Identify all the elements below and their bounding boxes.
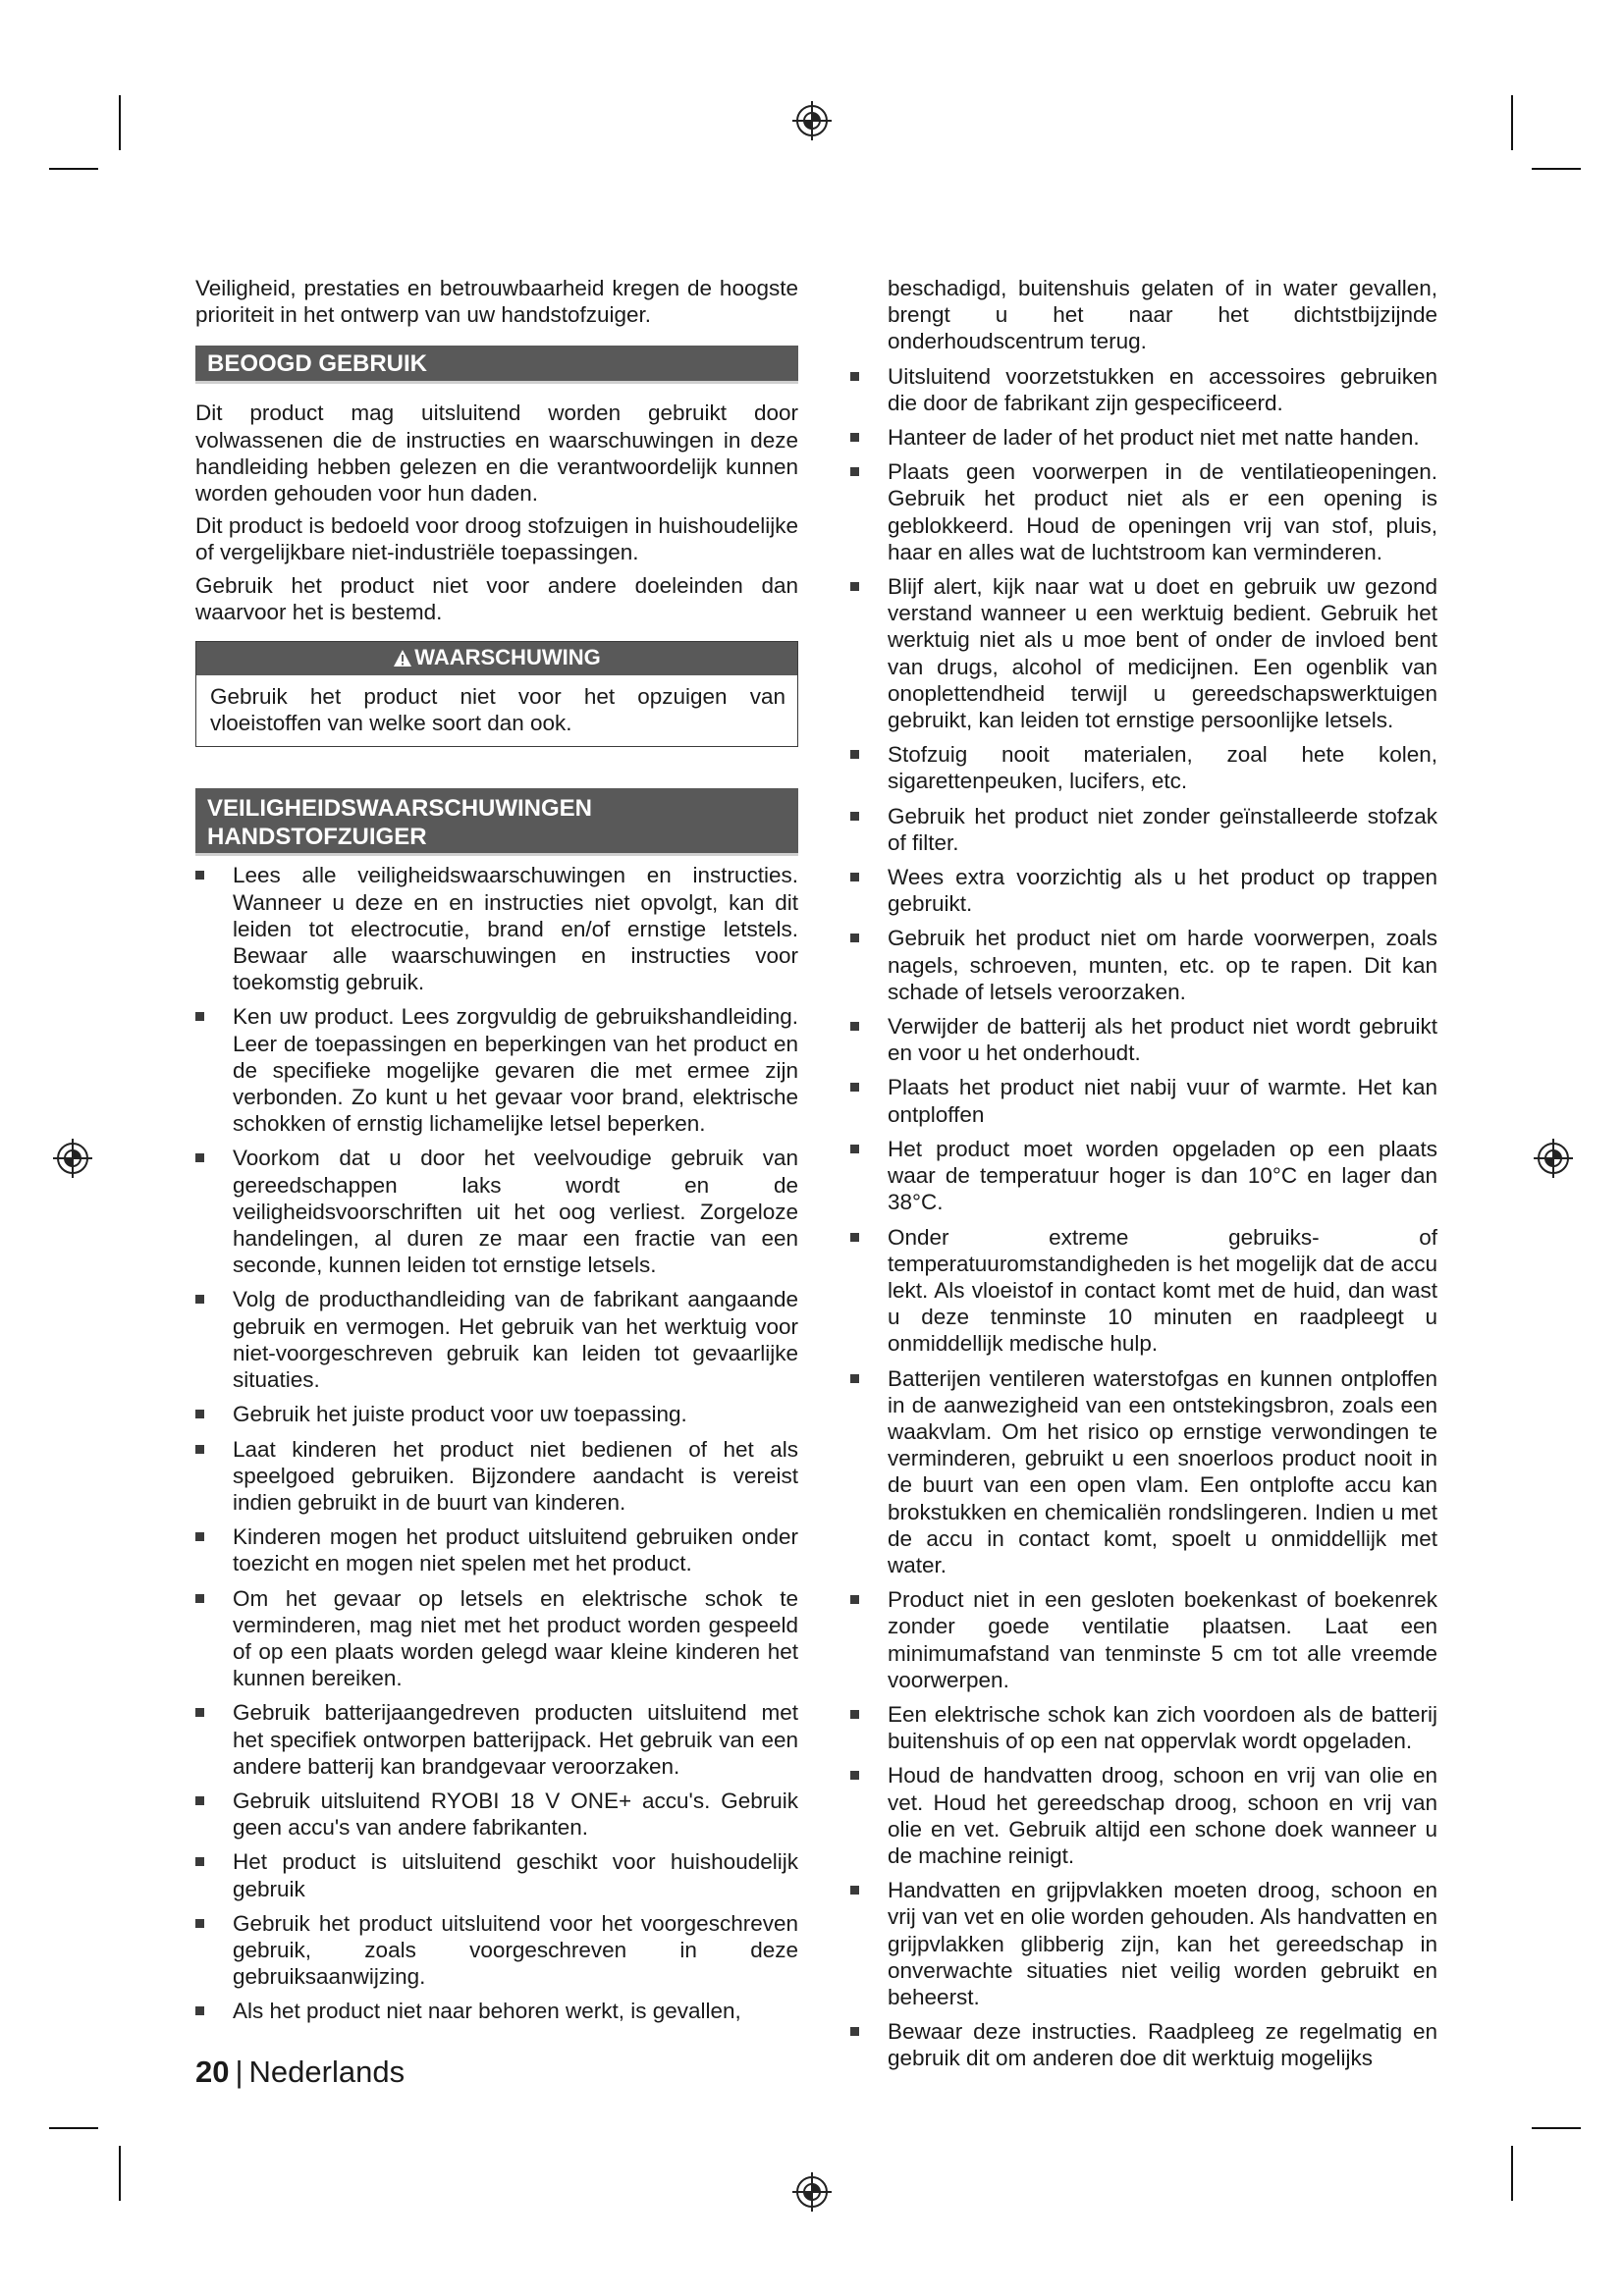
bullet-square-icon	[195, 1153, 204, 1162]
safety-list-right	[850, 363, 1437, 2072]
page-footer	[195, 2055, 405, 2090]
section-heading-line: VEILIGHEIDSWAARSCHUWINGEN	[207, 795, 593, 823]
list-item: Als het product niet naar behoren werkt, is gevallen,	[195, 1998, 798, 2024]
list-item: Lees alle veiligheidswaarschuwingen en instructies. Wanneer u deze en en instructies niet opvolgt, kan dit leiden tot electrocutie, brand en/of ernstige letstels. Bewaar alle waarschuwingen en instructies voor toekomstig gebruik.	[195, 862, 798, 995]
bullet-square-icon	[195, 871, 204, 880]
intro-paragraph: Veiligheid, prestaties en betrouwbaarheid kregen de hoogste prioriteit in het ontwerp van uw handstofzuiger.	[195, 276, 798, 328]
safety-list-left	[195, 862, 798, 2024]
section-heading-line: HANDSTOFZUIGER	[207, 824, 427, 851]
list-item: Verwijder de batterij als het product niet wordt gebruikt en voor u het onderhoudt.	[850, 1013, 1437, 1066]
body-paragraph: Gebruik het product niet voor andere doeleinden dan waarvoor het is bestemd.	[195, 572, 798, 624]
list-item: Om het gevaar op letsels en elektrische schok te verminderen, mag niet met het product worden gespeeld of op een plaats worden gelegd waar kleine kinderen het kunnen bereiken.	[195, 1585, 798, 1692]
body-paragraph: Dit product mag uitsluitend worden gebruikt door volwassenen die de instructies en waarschuwingen in deze handleiding hebben gelezen en die verantwoordelijk kunnen worden gehouden voor hun daden.	[195, 400, 798, 507]
list-item: Ken uw product. Lees zorgvuldig de gebruikshandleiding. Leer de toepassingen en beperkingen van het product en de specifieke mogelijke gevaren die met ermee zijn verbonden. Zo kunt u het gevaar voor brand, elektrische schokken of ernstig lichamelijke letsel beperken.	[195, 1003, 798, 1137]
list-item: Gebruik het product niet zonder geïnstalleerde stofzak of filter.	[850, 803, 1437, 856]
list-item: Hanteer de lader of het product niet met natte handen.	[850, 424, 1437, 451]
right-column	[850, 275, 1437, 2080]
bullet-square-icon	[850, 1233, 859, 1242]
section-heading-veiligheidswaarschuwingen	[195, 788, 798, 856]
crop-mark	[49, 168, 98, 170]
bullet-square-icon	[195, 1594, 204, 1603]
bullet-square-icon	[195, 1445, 204, 1454]
bullet-square-icon	[850, 433, 859, 442]
bullet-square-icon	[850, 934, 859, 942]
list-item: Batterijen ventileren waterstofgas en kunnen ontploffen in de aanwezigheid van een ontstekingsbron, zoals een waakvlam. Om het risico op ernstige verwondingen te verminderen, gebruikt u een snoerloos product nooit in de buurt van een open vlam. Een ontplofte accu kan brokstukken en chemicaliën rondslingeren. Indien u met de accu in contact komt, spoelt u onmiddellijk met water.	[850, 1365, 1437, 1579]
bullet-square-icon	[195, 1295, 204, 1304]
list-item: Plaats geen voorwerpen in de ventilatieopeningen. Gebruik het product niet als er een opening is geblokkeerd. Houd de openingen vrij van stof, pluis, haar en alles wat de luchtstroom kan verminderen.	[850, 458, 1437, 565]
crop-mark	[119, 95, 121, 150]
bullet-square-icon	[195, 1012, 204, 1021]
bullet-square-icon	[850, 1771, 859, 1780]
bullet-square-icon	[850, 1595, 859, 1604]
bullet-square-icon	[850, 582, 859, 591]
list-item: Gebruik batterijaangedreven producten uitsluitend met het specifiek ontworpen batterijpack. Het gebruik van een andere batterij kan brandgevaar veroorzaken.	[195, 1699, 798, 1780]
bullet-square-icon	[850, 1083, 859, 1092]
bullet-square-icon	[850, 1886, 859, 1895]
list-item: Voorkom dat u door het veelvoudige gebruik van gereedschappen laks wordt en de veiligheidsvoorschriften uit het oog verliest. Zorgeloze handelingen, al duren ze maar een fractie van een seconde, kunnen leiden tot ernstige letsels.	[195, 1145, 798, 1278]
warning-box	[195, 641, 798, 747]
crop-mark	[49, 2127, 98, 2129]
list-item: Gebruik het product niet om harde voorwerpen, zoals nagels, schroeven, munten, etc. op te rapen. Dit kan schade of letsels veroorzaken.	[850, 925, 1437, 1005]
warning-header	[196, 642, 797, 675]
bullet-square-icon	[850, 1145, 859, 1153]
list-item: Plaats het product niet nabij vuur of warmte. Het kan ontploffen	[850, 1074, 1437, 1127]
bullet-square-icon	[195, 1796, 204, 1805]
list-item: Een elektrische schok kan zich voordoen als de batterij buitenshuis of op een nat oppervlak wordt opgeladen.	[850, 1701, 1437, 1754]
list-item: Kinderen mogen het product uitsluitend gebruiken onder toezicht en mogen niet spelen met het product.	[195, 1523, 798, 1576]
warning-title: WAARSCHUWING	[414, 645, 601, 670]
bullet-square-icon	[850, 372, 859, 381]
warning-text: Gebruik het product niet voor het opzuigen van vloeistoffen van welke soort dan ook.	[210, 684, 785, 736]
registration-mark-icon	[1532, 1137, 1575, 1180]
list-item: Blijf alert, kijk naar wat u doet en gebruik uw gezond verstand wanneer u een werktuig bedient. Gebruik het werktuig niet als u moe bent of onder de invloed bent van drugs, alcohol of medicijnen. Een ogenblik van onoplettendheid terwijl u gereedschapswerktuigen gebruikt, kan leiden tot ernstige persoonlijke letsels.	[850, 573, 1437, 733]
bullet-square-icon	[850, 812, 859, 821]
list-item: Houd de handvatten droog, schoon en vrij van olie en vet. Houd het gereedschap droog, schoon en vrij van olie en vet. Gebruik altijd een schone doek wanneer u de machine reinigt.	[850, 1762, 1437, 1869]
list-item: Handvatten en grijpvlakken moeten droog, schoon en vrij van vet en olie worden gehouden. Als handvatten en grijpvlakken glibberig zijn, kan het gereedschap in onverwachte situaties niet veilig worden gebruikt en beheerst.	[850, 1877, 1437, 2010]
list-item: Gebruik het product uitsluitend voor het voorgeschreven gebruik, zoals voorgeschreven in deze gebruiksaanwijzing.	[195, 1910, 798, 1991]
list-item: Onder extreme gebruiks- of temperatuuromstandigheden is het mogelijk dat de accu lekt. Als vloeistof in contact komt met de huid, dan wast u deze tenminste 10 minuten en raadpleegt u onmiddellijk medische hulp.	[850, 1224, 1437, 1358]
crop-mark	[1532, 2127, 1581, 2129]
registration-mark-icon	[790, 2170, 834, 2214]
list-item: Stofzuig nooit materialen, zoal hete kolen, sigarettenpeuken, lucifers, etc.	[850, 741, 1437, 794]
list-item-continuation: beschadigd, buitenshuis gelaten of in water gevallen, brengt u het naar het dichtstbijzijnde onderhoudscentrum terug.	[888, 276, 1437, 354]
list-item: Product niet in een gesloten boekenkast of boekenrek zonder goede ventilatie plaatsen. Laat een minimumafstand van tenminste 5 cm tot alle vreemde voorwerpen.	[850, 1586, 1437, 1693]
list-item: Gebruik uitsluitend RYOBI 18 V ONE+ accu's. Gebruik geen accu's van andere fabrikanten.	[195, 1788, 798, 1841]
registration-mark-icon	[51, 1137, 94, 1180]
list-item: Het product is uitsluitend geschikt voor huishoudelijk gebruik	[195, 1848, 798, 1901]
bullet-square-icon	[195, 2006, 204, 2015]
warning-triangle-icon	[393, 649, 412, 668]
list-item: Gebruik het juiste product voor uw toepassing.	[195, 1401, 798, 1427]
bullet-square-icon	[850, 1710, 859, 1719]
bullet-square-icon	[850, 1374, 859, 1383]
page-number: 20	[195, 2055, 230, 2089]
bullet-square-icon	[195, 1857, 204, 1866]
bullet-square-icon	[850, 2027, 859, 2036]
section-heading-beoogd-gebruik: BEOOGD GEBRUIK	[195, 346, 798, 384]
bullet-square-icon	[850, 467, 859, 476]
list-item: Uitsluitend voorzetstukken en accessoires gebruiken die door de fabrikant zijn gespecificeerd.	[850, 363, 1437, 416]
crop-mark	[1511, 2146, 1513, 2201]
list-item: Bewaar deze instructies. Raadpleeg ze regelmatig en gebruik dit om anderen doe dit werktuig mogelijks	[850, 2018, 1437, 2071]
footer-language: Nederlands	[248, 2055, 406, 2089]
bullet-square-icon	[195, 1532, 204, 1541]
left-column	[195, 275, 798, 2033]
body-paragraph: Dit product is bedoeld voor droog stofzuigen in huishoudelijke of vergelijkbare niet-industriële toepassingen.	[195, 513, 798, 565]
bullet-square-icon	[195, 1919, 204, 1928]
footer-separator: |	[235, 2055, 244, 2089]
list-item: Wees extra voorzichtig als u het product op trappen gebruikt.	[850, 864, 1437, 917]
crop-mark	[119, 2146, 121, 2201]
bullet-square-icon	[850, 1022, 859, 1031]
list-item: Laat kinderen het product niet bedienen of het als speelgoed gebruiken. Bijzondere aandacht is vereist indien gebruikt in de buurt van kinderen.	[195, 1436, 798, 1517]
bullet-square-icon	[850, 750, 859, 759]
crop-mark	[1511, 95, 1513, 150]
registration-mark-icon	[790, 99, 834, 142]
list-item: Het product moet worden opgeladen op een plaats waar de temperatuur hoger is dan 10°C en lager dan 38°C.	[850, 1136, 1437, 1216]
bullet-square-icon	[850, 873, 859, 881]
crop-mark	[1532, 168, 1581, 170]
bullet-square-icon	[195, 1410, 204, 1418]
list-item: Volg de producthandleiding van de fabrikant aangaande gebruik en vermogen. Het gebruik van het werktuig voor niet-voorgeschreven gebruik kan leiden tot gevaarlijke situaties.	[195, 1286, 798, 1393]
bullet-square-icon	[195, 1708, 204, 1717]
